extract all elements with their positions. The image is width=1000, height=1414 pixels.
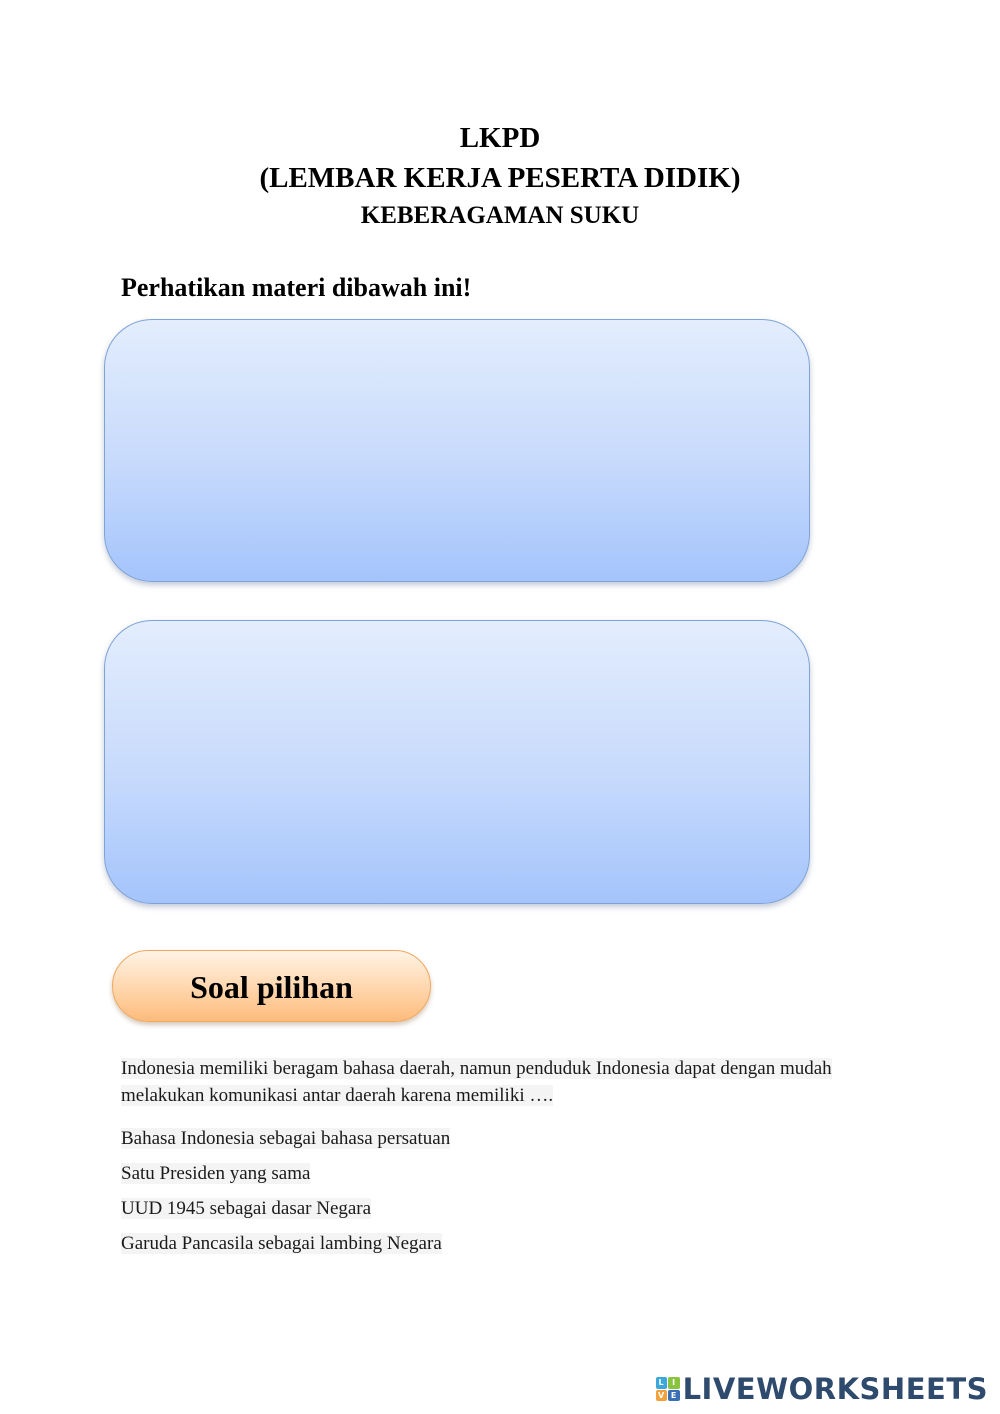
- logo-tile: I: [668, 1377, 680, 1389]
- page-subtitle: (LEMBAR KERJA PESERTA DIDIK): [259, 162, 741, 194]
- answer-option-label[interactable]: Satu Presiden yang sama: [121, 1163, 311, 1184]
- logo-tile: E: [668, 1390, 680, 1402]
- section-label-soal-pilihan: Soal pilihan: [112, 950, 431, 1022]
- answer-option[interactable]: [121, 1125, 450, 1160]
- brand-name: LIVEWORKSHEETS: [682, 1372, 988, 1406]
- liveworksheets-brand: [656, 1372, 988, 1406]
- liveworksheets-logo-icon: [656, 1377, 680, 1401]
- answer-option-label[interactable]: UUD 1945 sebagai dasar Negara: [121, 1198, 372, 1219]
- worksheet-header: [0, 118, 1000, 234]
- page-title: LKPD: [459, 122, 541, 154]
- answer-option-label[interactable]: Bahasa Indonesia sebagai bahasa persatuan: [121, 1128, 451, 1149]
- page-topic: KEBERAGAMAN SUKU: [360, 202, 640, 229]
- answer-option[interactable]: [121, 1195, 450, 1230]
- question-text: [121, 1055, 881, 1109]
- answer-option[interactable]: [121, 1160, 450, 1195]
- question-text-content: Indonesia memiliki beragam bahasa daerah, namun penduduk Indonesia dapat dengan mudah melakukan komunikasi antar daerah karena memiliki ….: [121, 1058, 832, 1106]
- answer-option[interactable]: [121, 1230, 450, 1265]
- answer-option-label[interactable]: Garuda Pancasila sebagai lambing Negara: [121, 1233, 442, 1254]
- material-box-2: [104, 620, 810, 904]
- logo-tile: L: [656, 1377, 668, 1389]
- instruction-heading: Perhatikan materi dibawah ini!: [121, 273, 472, 302]
- material-box-1: [104, 319, 810, 582]
- logo-tile: V: [656, 1390, 668, 1402]
- answer-options: [121, 1125, 450, 1265]
